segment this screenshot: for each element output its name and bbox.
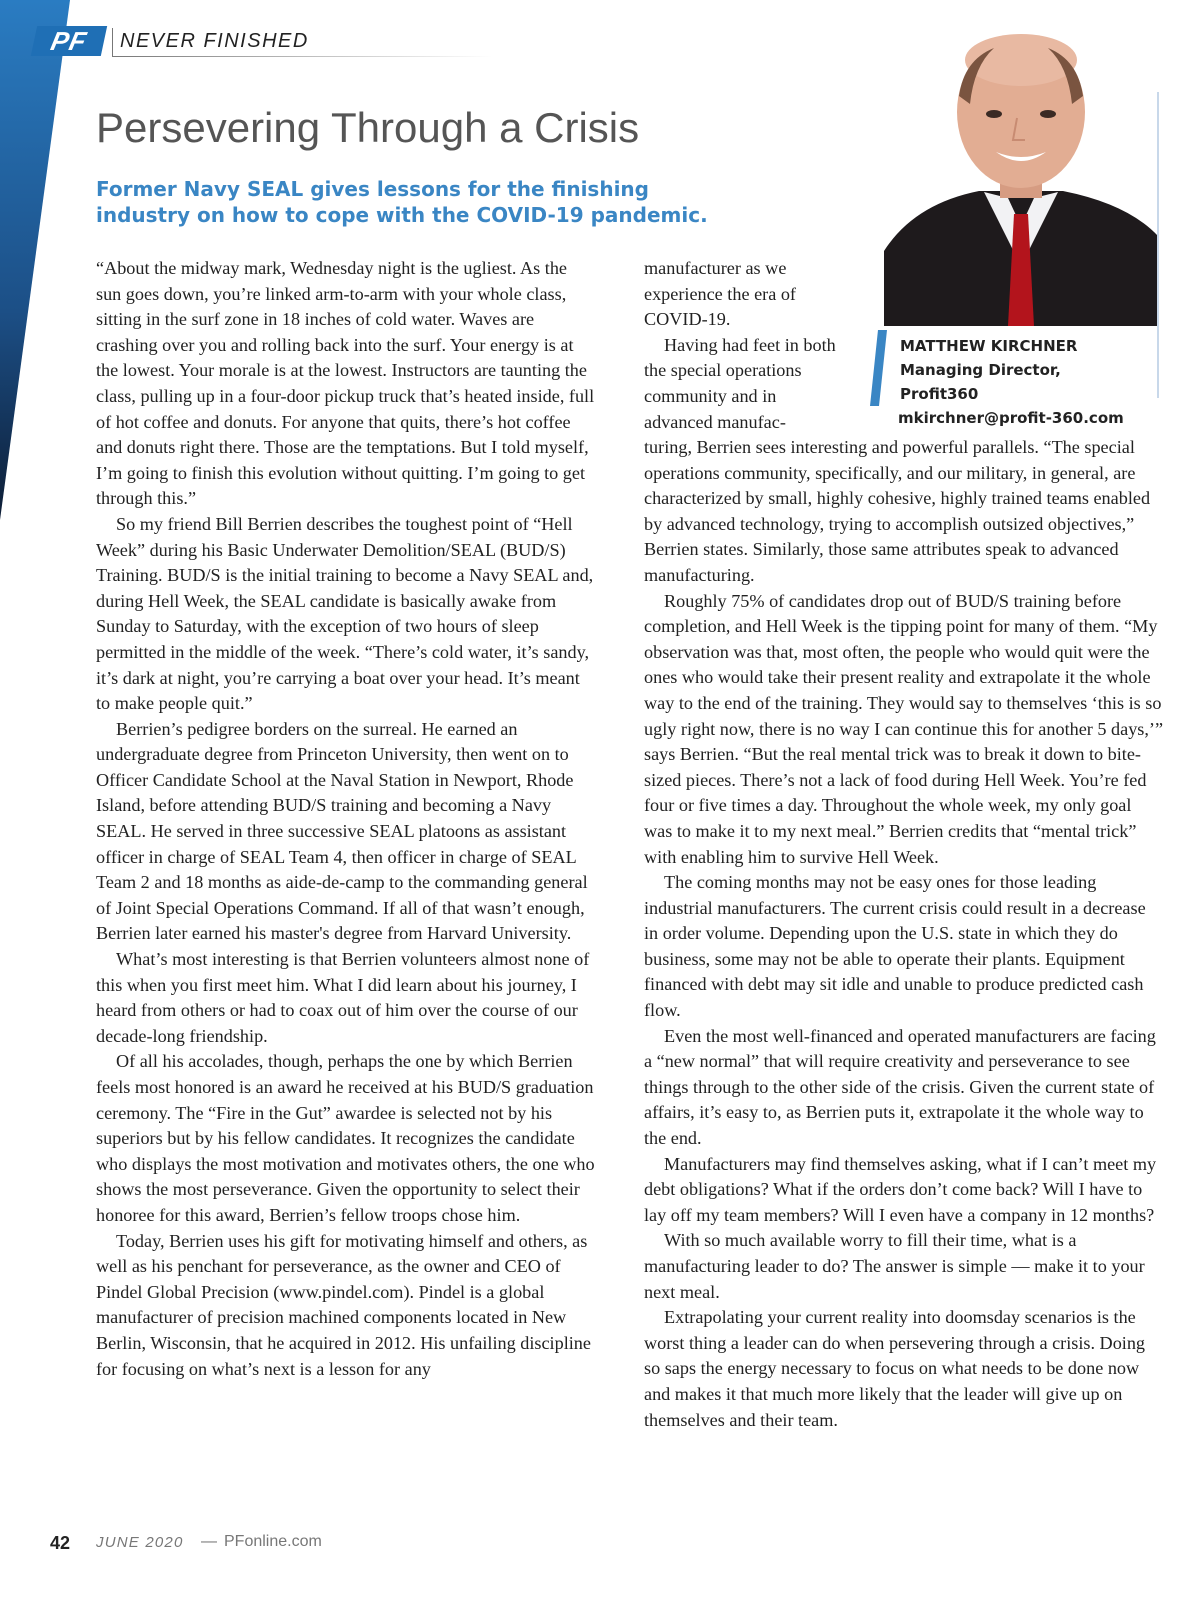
section-rule bbox=[112, 56, 492, 57]
body-column-2 bbox=[644, 435, 1164, 1433]
author-name: MATTHEW KIRCHNER bbox=[900, 337, 1078, 355]
footer-separator: — bbox=[201, 1533, 217, 1550]
article-title: Persevering Through a Crisis bbox=[96, 104, 640, 151]
paragraph: With so much available worry to fill their time, what is a manufacturing leader to do? The answer is simple — make it to your next meal. bbox=[644, 1230, 1145, 1302]
author-photo bbox=[884, 26, 1158, 326]
paragraph: Manufacturers may find themselves asking, what if I can’t meet my debt obligations? What if the orders don’t come back? Will I have to lay off my team members? Will I even have a company in 12 months? bbox=[644, 1153, 1157, 1225]
page-number: 42 bbox=[50, 1533, 71, 1553]
left-accent-bar bbox=[0, 0, 70, 520]
author-caption bbox=[876, 334, 1136, 430]
paragraph: Roughly 75% of candidates drop out of BUD/S training before completion, and Hell Week is the tipping point for many of them. “My observation was that, most often, the people who would quit were the ones who would take their present reality and extrapolate it the whole way to the end of the training. They would say to themselves ‘this is so ugly right now, there is no way I can continue this for another 5 days,’” says Berrien. “But the real mental trick was to break it down to bite-sized pieces. There’s not a lack of food during Hell Week. You’re fed four or five times a day. Throughout the whole week, my only goal was to make it to my next meal.” Berrien credits that “mental trick” with enabling him to survive Hell Week. bbox=[644, 590, 1164, 867]
section-divider-tick bbox=[112, 28, 113, 56]
paragraph: Today, Berrien uses his gift for motivating himself and others, as well as his penchant for perseverance, as the owner and CEO of Pindel Global Precision (www.pindel.com). Pindel is a global manufacturer of precision machined components located in New Berlin, Wisconsin, that he acquired in 2012. His unfailing discipline for focusing on what’s next is a lesson for any bbox=[96, 1230, 591, 1379]
paragraph: Berrien’s pedigree borders on the surreal. He earned an undergraduate degree from Princeton University, then went on to Officer Candidate School at the Naval Station in Newport, Rhode Island, before attending BUD/S training and becoming a Navy SEAL. He served in three successive SEAL platoons as assistant officer in charge of SEAL Team 4, then officer in charge of SEAL Team 2 and 18 months as aide-de-camp to the commanding general of Joint Special Operations Command. If all of that wasn’t enough, Berrien later earned his master's degree from Harvard University. bbox=[96, 718, 588, 944]
body-column-2-top bbox=[644, 256, 849, 435]
paragraph: “About the midway mark, Wednesday night is the ugliest. As the sun goes down, you’re linked arm-to-arm with your whole class, sitting in the surf zone in 18 inches of cold water. Waves are crashing over you and rolling back into the surf. Your energy is at the lowest. Your morale is at the lowest. Instructors are taunting the class, pulling up in a four-door pickup truck that’s heated inside, full of hot coffee and donuts. For anyone that quits, there’s hot coffee and donuts right there. Those are the temptations. But I told myself, I’m going to finish this evolution without quitting. I’m going to get through this.” bbox=[96, 258, 595, 509]
paragraph: turing, Berrien sees interesting and powerful parallels. “The special operations community, specifically, and our military, in general, are characterized by small, highly cohesive, highly trained teams enabled by advanced technology, trying to accomplish outsized objectives,” Berrien states. Similarly, those same attributes speak to advanced manufacturing. bbox=[644, 437, 1151, 585]
paragraph: What’s most interesting is that Berrien volunteers almost none of this when you first meet him. What I did learn about his journey, I heard from others or had to coax out of him over the course of our decade-long friendship. bbox=[96, 949, 590, 1046]
paragraph: Of all his accolades, though, perhaps the one by which Berrien feels most honored is an award he received at his BUD/S graduation ceremony. The “Fire in the Gut” awardee is selected not by his superiors but by his fellow candidates. It recognizes the candidate who displays the most motivation and motivates others, the one who shows the most perseverance. Given the opportunity to select their honoree for this award, Berrien’s fellow troops chose him. bbox=[96, 1051, 595, 1225]
article-subtitle: Former Navy SEAL gives lessons for the finishing industry on how to cope with the COVID-19 pandemic. bbox=[96, 177, 708, 227]
pf-logo: PF bbox=[31, 26, 107, 56]
section-label: NEVER FINISHED bbox=[120, 30, 309, 52]
issue-date: JUNE 2020 bbox=[96, 1534, 184, 1551]
author-role: Managing Director, Profit360 bbox=[900, 361, 1061, 403]
paragraph: manufacturer as we experience the era of COVID-19. bbox=[644, 258, 796, 330]
paragraph: So my friend Bill Berrien describes the toughest point of “Hell Week” during his Basic Underwater Demolition/SEAL (BUD/S) Training. BUD/S is the initial training to become a Navy SEAL and, during Hell Week, the SEAL candidate is basically awake from Sunday to Saturday, with the exception of two hours of sleep permitted in the middle of the week. “There’s cold water, it’s sandy, it’s dark at night, you’re carrying a boat over your head. It’s meant to make people quit.” bbox=[96, 513, 594, 714]
photo-frame-line bbox=[1157, 92, 1159, 398]
paragraph: Even the most well-financed and operated manufacturers are facing a “new normal” that will require creativity and perseverance to see things through to the other side of the crisis. Given the current state of affairs, it’s easy to, as Berrien puts it, extrapolate it the whole way to the end. bbox=[644, 1025, 1156, 1149]
paragraph: The coming months may not be easy ones for those leading industrial manufacturers. The current crisis could result in a decrease in order volume. Depending upon the U.S. state in which they do business, some may not be able to operate their plants. Equipment financed with debt may sit idle and unable to produce predicted cash flow. bbox=[644, 872, 1146, 1021]
footer-site-link[interactable]: PFonline.com bbox=[224, 1533, 322, 1550]
author-email: mkirchner@profit-360.com bbox=[898, 409, 1124, 427]
paragraph: Extrapolating your current reality into doomsday scenarios is the worst thing a leader can do when persevering through a crisis. Doing so saps the energy necessary to focus on what needs to be done now and makes it that much more likely that the leader will give up on themselves and their team. bbox=[644, 1307, 1146, 1430]
body-column-1 bbox=[96, 256, 596, 1382]
paragraph: Having had feet in both the special operations community and in advanced manufac- bbox=[644, 334, 836, 432]
